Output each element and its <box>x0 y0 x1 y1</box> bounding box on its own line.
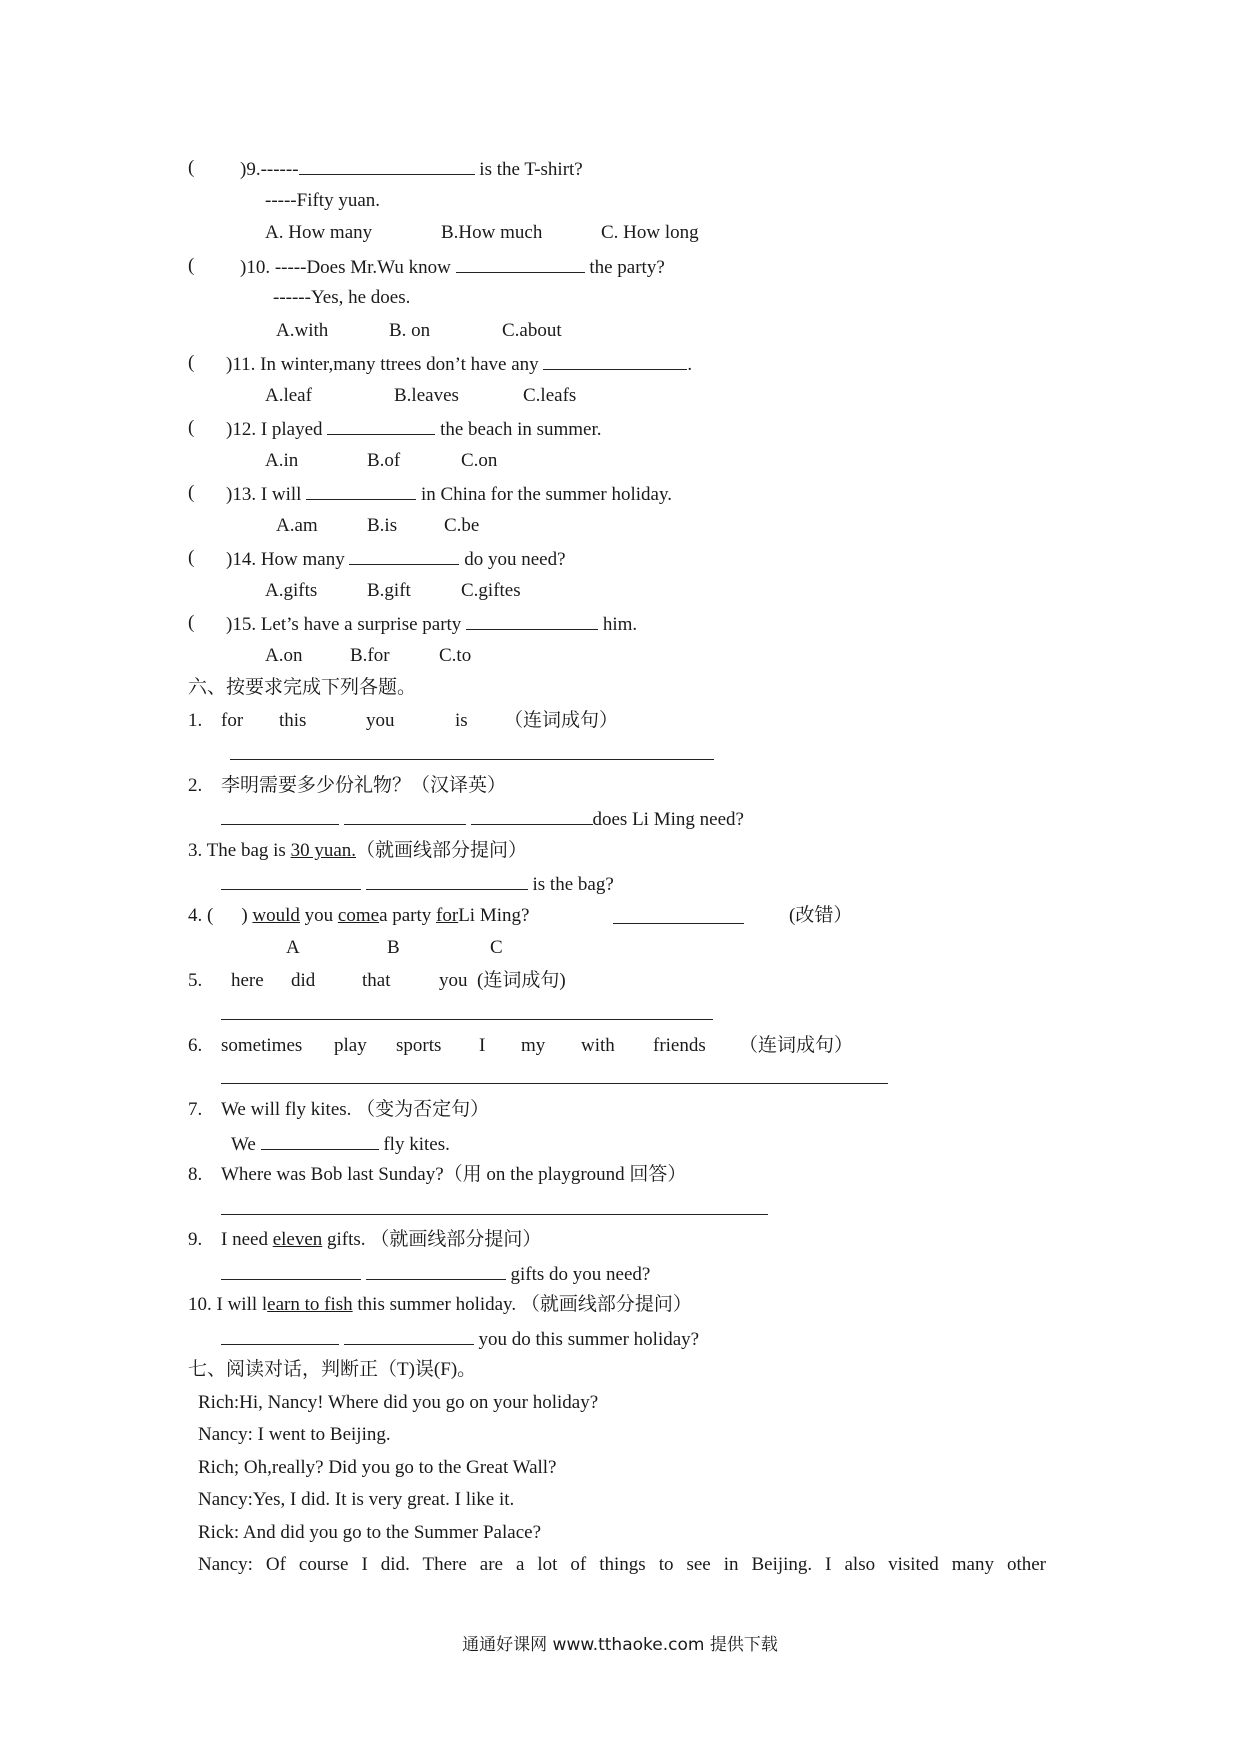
q12-paren: ( <box>188 417 195 438</box>
s6-item9-end: gifts do you need? <box>510 1264 651 1285</box>
s6-item3-answer <box>221 871 614 897</box>
s6-item1-word4: is <box>455 710 468 731</box>
s6-item4-label-b: B <box>387 937 400 958</box>
s6-item4-option-b-word: come <box>337 905 380 926</box>
q12-blank[interactable] <box>327 416 435 435</box>
s6-item3-blank2[interactable] <box>366 871 528 890</box>
s6-item9-post: gifts. <box>327 1229 366 1250</box>
q9-blank[interactable] <box>299 156 475 175</box>
s6-item3-blank1[interactable] <box>221 871 361 890</box>
s6-item6-word7: friends <box>653 1035 706 1056</box>
s6-item4-option-a-word: would <box>252 905 300 926</box>
q14-stem <box>226 546 566 572</box>
s6-item9-pre: I need <box>221 1229 268 1250</box>
s6-item1-hint: （连词成句） <box>504 710 619 731</box>
q12-text: the beach in summer. <box>440 419 602 440</box>
s6-item1-word1: for <box>221 710 244 731</box>
q9-answer: -----Fifty yuan. <box>265 190 381 211</box>
s6-item9-blank1[interactable] <box>221 1261 361 1280</box>
q15-paren: ( <box>188 612 195 633</box>
s6-item6-word3: sports <box>396 1035 442 1056</box>
q13-blank[interactable] <box>306 481 416 500</box>
page-footer: 通通好课网 www.tthaoke.com 提供下载 <box>462 1635 778 1655</box>
q15-text: him. <box>602 614 638 635</box>
q13-text: in China for the summer holiday. <box>420 484 672 505</box>
q14-option-c: C.giftes <box>461 580 521 601</box>
s6-item10-underlined: earn to fish <box>267 1294 353 1315</box>
s6-item2-blank3[interactable] <box>471 806 593 825</box>
q11-stem <box>226 351 692 377</box>
q13-option-b: B.is <box>367 515 398 536</box>
s6-item9-number: 9. <box>188 1229 203 1250</box>
s6-item6-word1: sometimes <box>221 1035 303 1056</box>
s6-item1-number: 1. <box>188 710 203 731</box>
q9-number: )9.------ <box>240 159 299 180</box>
s6-item9-line <box>221 1228 541 1252</box>
q10-option-b: B. on <box>389 320 431 341</box>
s6-item5-word3: that <box>362 970 391 991</box>
q9-option-c: C. How long <box>601 222 699 243</box>
s6-item3 <box>188 839 527 863</box>
q9-stem <box>240 156 583 182</box>
s6-item10-blank2[interactable] <box>344 1326 474 1345</box>
dialogue-line-6: Nancy: Of course I did. There are a lot of things to see in Beijing. I also visited many other <box>198 1554 1046 1575</box>
s6-item7-line <box>221 1098 489 1122</box>
q11-text: . <box>687 354 693 375</box>
s6-item2-text: 李明需要多少份礼物？（汉译英） <box>221 775 507 796</box>
s6-item1-word2: this <box>279 710 307 731</box>
q9-option-a: A. How many <box>265 222 373 243</box>
q13-stem <box>226 481 672 507</box>
q10-number: )10. -----Does Mr.Wu know <box>240 257 451 278</box>
q9-text: is the T-shirt? <box>479 159 583 180</box>
s6-item1-answer-line[interactable] <box>230 759 714 760</box>
q10-blank[interactable] <box>456 254 585 273</box>
s6-item3-pre: 3. The bag is <box>188 840 286 861</box>
s6-item7-blank[interactable] <box>261 1131 379 1150</box>
q9-paren: ( <box>188 157 195 178</box>
s6-item4-hint: (改错） <box>789 905 853 926</box>
q12-stem <box>226 416 602 442</box>
s6-item2-blank2[interactable] <box>344 806 466 825</box>
q10-option-a: A.with <box>276 320 329 341</box>
s6-item8-text: Where was Bob last Sunday?（用 on the playground 回答） <box>221 1164 687 1185</box>
s6-item5-hint: (连词成句) <box>477 970 566 991</box>
s6-item10-end: you do this summer holiday? <box>478 1329 700 1350</box>
s6-item4 <box>188 904 529 928</box>
q15-option-a: A.on <box>265 645 303 666</box>
s6-item4-text2: a party <box>379 905 432 926</box>
q13-option-c: C.be <box>444 515 480 536</box>
s6-item10-blank1[interactable] <box>221 1326 339 1345</box>
q10-paren: ( <box>188 255 195 276</box>
s6-item6-word4: I <box>479 1035 486 1056</box>
s6-item5-number: 5. <box>188 970 203 991</box>
q10-stem <box>240 254 665 280</box>
dialogue-line-4: Nancy:Yes, I did. It is very great. I like it. <box>198 1489 515 1510</box>
s6-item2-answer <box>221 806 744 832</box>
q15-blank[interactable] <box>466 611 598 630</box>
s6-item4-correction-line[interactable] <box>613 923 744 924</box>
s6-item3-end: is the bag? <box>532 874 614 895</box>
s6-item9-answer <box>221 1261 650 1287</box>
s6-item6-word6: with <box>581 1035 615 1056</box>
section-6-heading: 六、按要求完成下列各题。 <box>188 677 417 698</box>
q14-blank[interactable] <box>349 546 459 565</box>
s6-item7-text: We will fly kites. <box>221 1099 352 1120</box>
dialogue-line-5: Rick: And did you go to the Summer Palace? <box>198 1522 542 1543</box>
q14-option-b: B.gift <box>367 580 411 601</box>
s6-item5-word1: here <box>231 970 264 991</box>
s6-item10-answer <box>221 1326 699 1352</box>
q11-option-c: C.leafs <box>523 385 577 406</box>
q11-blank[interactable] <box>543 351 687 370</box>
s6-item7-pre: We <box>231 1134 256 1155</box>
s6-item4-text1: you <box>304 905 334 926</box>
s6-item6-number: 6. <box>188 1035 203 1056</box>
q14-option-a: A.gifts <box>265 580 318 601</box>
dialogue-line-1: Rich:Hi, Nancy! Where did you go on your holiday? <box>198 1392 599 1413</box>
s6-item4-text3: Li Ming? <box>458 905 530 926</box>
q15-option-c: C.to <box>439 645 472 666</box>
q10-option-c: C.about <box>502 320 562 341</box>
s6-item4-option-c-word: for <box>436 905 459 926</box>
q11-option-b: B.leaves <box>394 385 459 406</box>
s6-item7-hint: （变为否定句） <box>356 1099 490 1120</box>
s6-item8-number: 8. <box>188 1164 203 1185</box>
q10-answer: ------Yes, he does. <box>273 287 411 308</box>
q12-option-a: A.in <box>265 450 299 471</box>
s6-item5-answer-line[interactable] <box>221 1019 713 1020</box>
s6-item7-answer <box>231 1131 450 1157</box>
dialogue-line-2: Nancy: I went to Beijing. <box>198 1424 391 1445</box>
s6-item6-hint: （连词成句） <box>739 1035 854 1056</box>
s6-item3-underlined: 30 yuan. <box>290 840 356 861</box>
s6-item7-post: fly kites. <box>383 1134 450 1155</box>
q15-stem <box>226 611 637 637</box>
q11-number: )11. In winter,many ttrees don’t have any <box>226 354 539 375</box>
q14-text: do you need? <box>464 549 566 570</box>
s6-item2-blank1[interactable] <box>221 806 339 825</box>
s6-item4-paren-open: 4. ( <box>188 905 214 926</box>
q14-number: )14. How many <box>226 549 345 570</box>
q12-option-b: B.of <box>367 450 401 471</box>
q13-paren: ( <box>188 482 195 503</box>
q12-number: )12. I played <box>226 419 323 440</box>
s6-item5-word4: you <box>439 970 468 991</box>
s6-item3-hint: （就画线部分提问） <box>356 840 528 861</box>
q14-paren: ( <box>188 547 195 568</box>
s6-item10-hint: （就画线部分提问） <box>520 1294 692 1315</box>
q11-paren: ( <box>188 352 195 373</box>
q9-option-b: B.How much <box>441 222 543 243</box>
s6-item4-paren-close: ) <box>241 905 248 926</box>
s6-item9-hint: （就画线部分提问） <box>370 1229 542 1250</box>
s6-item10-pre: 10. I will l <box>188 1294 268 1315</box>
s6-item6-word5: my <box>521 1035 546 1056</box>
s6-item2-end: does Li Ming need? <box>592 809 744 830</box>
s6-item6-answer-line[interactable] <box>221 1083 888 1084</box>
s6-item8-answer-line[interactable] <box>221 1214 768 1215</box>
q15-option-b: B.for <box>350 645 390 666</box>
s6-item5-word2: did <box>291 970 316 991</box>
section-7-heading: 七、阅读对话，判断正（T)误(F)。 <box>188 1359 477 1380</box>
q13-number: )13. I will <box>226 484 302 505</box>
s6-item4-label-a: A <box>286 937 300 958</box>
s6-item2-number: 2. <box>188 775 203 796</box>
s6-item6-word2: play <box>334 1035 367 1056</box>
s6-item1-word3: you <box>366 710 395 731</box>
s6-item9-blank2[interactable] <box>366 1261 506 1280</box>
dialogue-line-3: Rich; Oh,really? Did you go to the Great Wall? <box>198 1457 557 1478</box>
q10-text: the party? <box>589 257 665 278</box>
q13-option-a: A.am <box>276 515 318 536</box>
s6-item7-number: 7. <box>188 1099 203 1120</box>
s6-item9-underlined: eleven <box>272 1229 323 1250</box>
s6-item10-line <box>188 1293 692 1317</box>
q15-number: )15. Let’s have a surprise party <box>226 614 462 635</box>
s6-item10-post: this summer holiday. <box>357 1294 517 1315</box>
q12-option-c: C.on <box>461 450 498 471</box>
s6-item4-label-c: C <box>490 937 503 958</box>
q11-option-a: A.leaf <box>265 385 312 406</box>
